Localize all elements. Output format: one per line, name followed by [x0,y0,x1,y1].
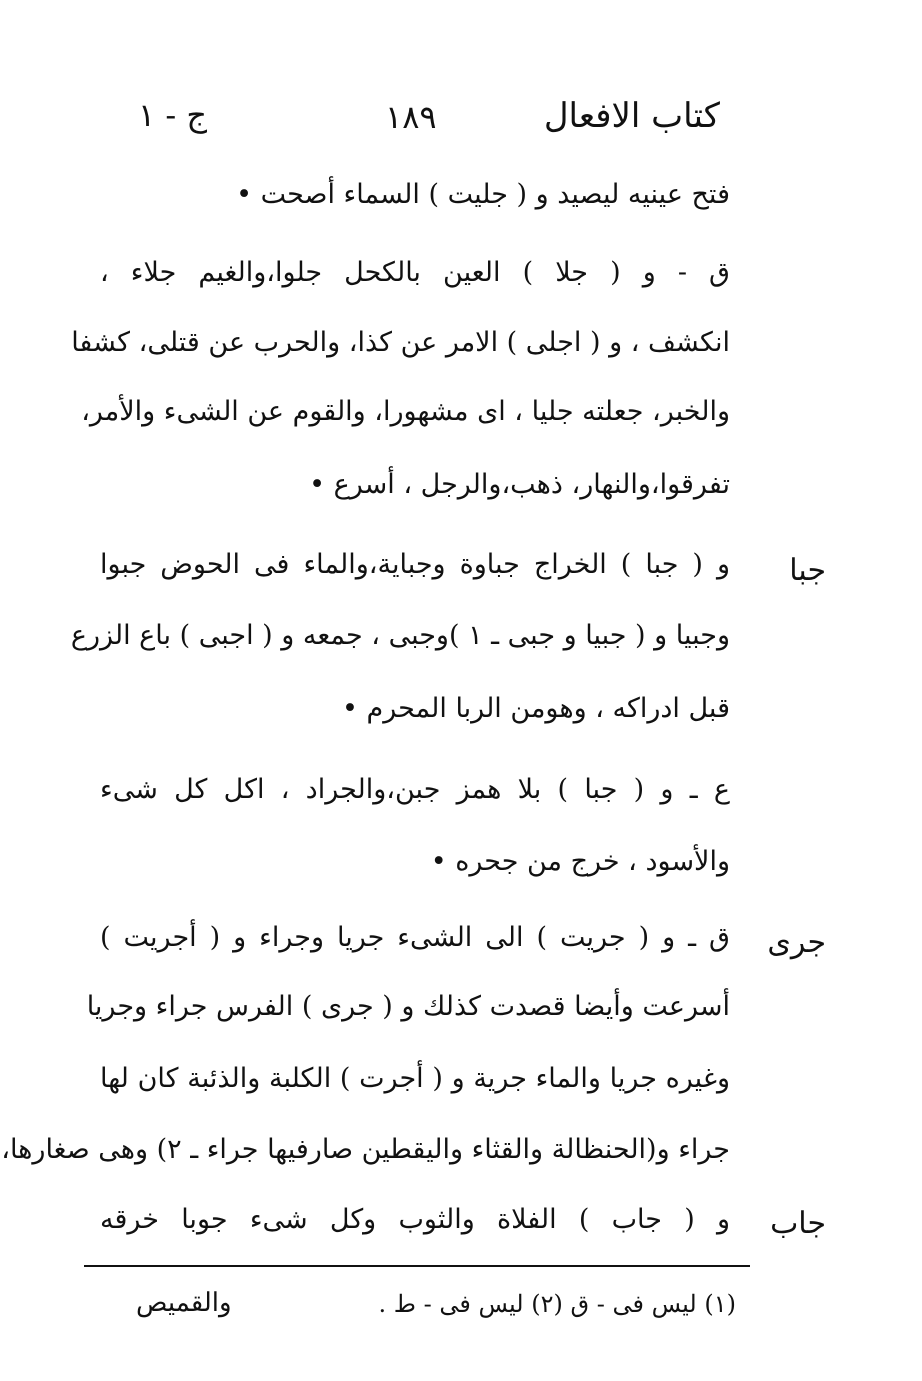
text-line-2: ق - و ( جلا ) العين بالكحل جلوا،والغيم جلاء ، [100,257,730,288]
margin-headword-jara: جرى [767,925,826,960]
text-line-14: جراء و(الحنظالة والقثاء واليقطين صارفيها جراء ـ ٢) وهى صغارها، [1,1134,730,1165]
text-line-15: و ( جاب ) الفلاة والثوب وكل شىء جوبا خرقه [100,1204,730,1235]
text-line-5: تفرقوا،والنهار، ذهب،والرجل ، أسرع • [309,469,730,500]
catchword: والقميص [136,1288,232,1318]
text-line-6: و ( جبا ) الخراج جباوة وجباية،والماء فى الحوض جبوا [100,549,730,580]
margin-headword-jaba: جبا [789,553,826,588]
text-line-1: فتح عينيه ليصيد و ( جليت ) السماء أصحت • [236,179,730,210]
text-line-8: قبل ادراكه ، وهومن الربا المحرم • [341,693,730,724]
footnote: (١) ليس فى - ق (٢) ليس فى - ط . [378,1290,736,1318]
page-number: ١٨٩ [385,98,437,136]
text-line-13: وغيره جريا والماء جرية و ( أجرت ) الكلبة والذئبة كان لها [100,1063,730,1094]
text-line-7: وجبيا و ( جبيا و جبى ـ ١ )وجبى ، جمعه و ( اجبى ) باع الزرع [70,620,730,651]
text-line-4: والخبر، جعلته جليا ، اى مشهورا، والقوم عن الشىء والأمر، [81,396,730,427]
text-line-9: ع ـ و ( جبا ) بلا همز جبن،والجراد ، اكل كل شىء [100,774,730,805]
page-header [110,96,720,156]
text-line-10: والأسود ، خرج من جحره • [430,846,730,877]
text-line-11: ق ـ و ( جريت ) الى الشىء جريا وجراء و ( أجريت ) [100,922,730,953]
footnote-divider [84,1265,750,1267]
margin-headword-jaab: جاب [770,1206,826,1241]
volume-number: ج - ١ [138,96,207,134]
text-line-3: انكشف ، و ( اجلى ) الامر عن كذا، والحرب عن قتلى، كشفا [71,327,730,358]
book-title: كتاب الافعال [543,96,720,136]
text-line-12: أسرعت وأيضا قصدت كذلك و ( جرى ) الفرس جراء وجريا [86,991,730,1022]
